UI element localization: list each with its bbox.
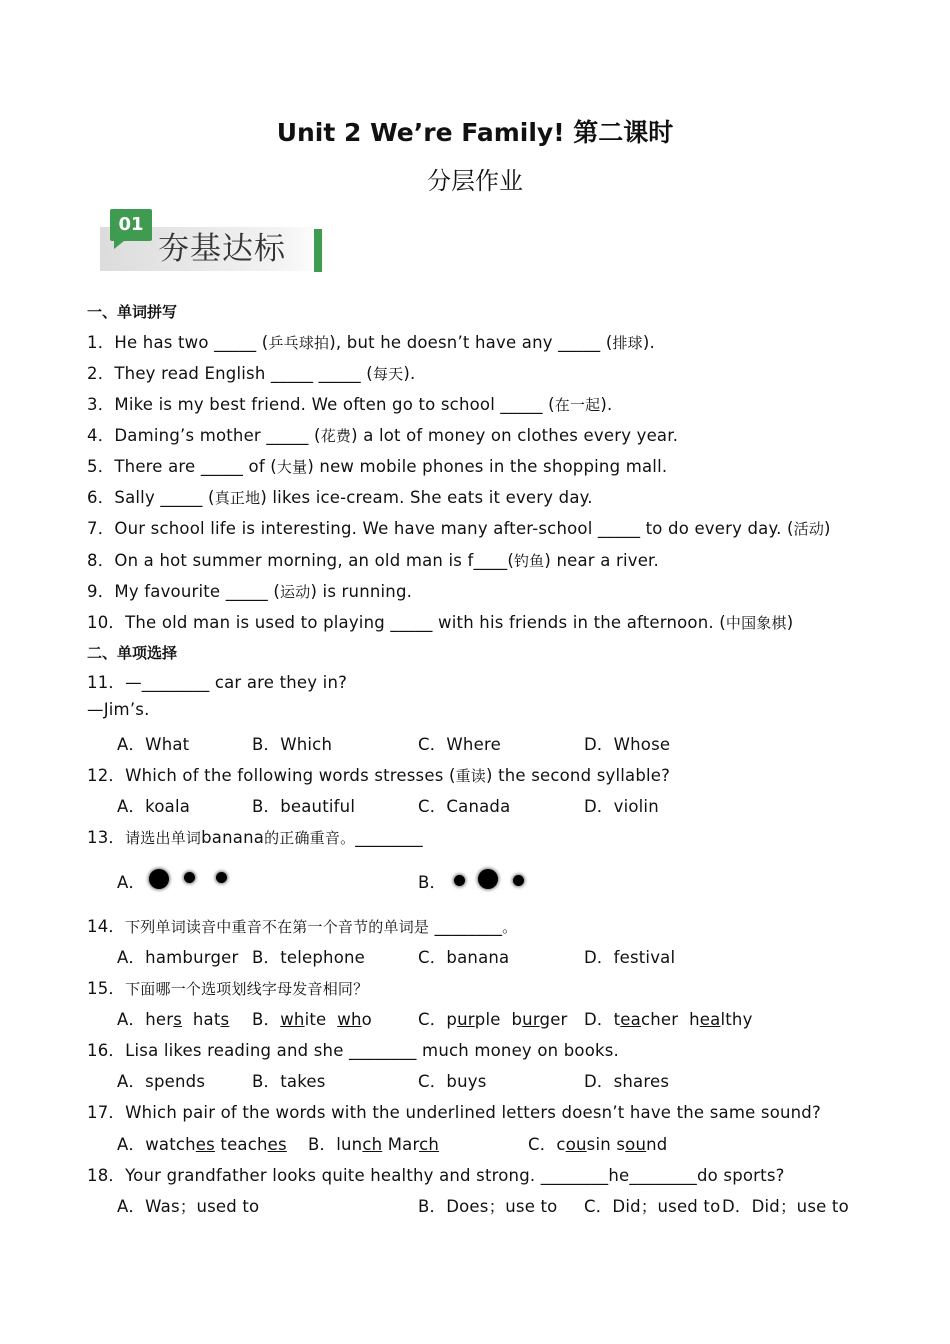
q11-option-a: A．What: [117, 735, 190, 754]
q18-option-d: D．Did；use to: [722, 1197, 849, 1216]
q14-option-d: D．festival: [584, 948, 676, 967]
q16-option-b: B．takes: [252, 1072, 326, 1091]
question-16: 16．Lisa likes reading and she ________ much money on books.: [87, 1041, 620, 1060]
question-14: 14．下列单词读音中重音不在第一个音节的单词是 ________。: [87, 917, 518, 936]
q16-option-d: D．shares: [584, 1072, 670, 1091]
question-8: 8．On a hot summer morning, an old man is f____(钓鱼) near a river.: [87, 551, 659, 570]
badge-label: 夯基达标: [158, 231, 286, 267]
q16-option-a: A．spends: [117, 1072, 206, 1091]
question-6: 6．Sally _____ (真正地) likes ice-cream. She eats it every day.: [87, 488, 593, 507]
question-11-reply: —Jim’s.: [87, 700, 150, 719]
stress-dot-small: [184, 872, 195, 883]
question-17: 17．Which pair of the words with the underlined letters doesn’t have the same sound?: [87, 1103, 821, 1122]
q12-option-b: B．beautiful: [252, 797, 356, 816]
stress-dot-small: [513, 875, 524, 886]
q13-option-b: B．: [418, 873, 447, 892]
question-9: 9．My favourite _____ (运动) is running.: [87, 582, 413, 601]
section-heading-spelling: 一、单词拼写: [87, 303, 178, 321]
q17-option-c: C．cousin sound: [528, 1135, 668, 1154]
question-2: 2．They read English _____ _____ (每天).: [87, 364, 416, 383]
worksheet-subtitle: 分层作业: [427, 167, 523, 195]
badge-number: 01: [110, 209, 152, 241]
q16-option-c: C．buys: [418, 1072, 487, 1091]
q15-option-a: A．hers hats: [117, 1010, 230, 1029]
q13-option-a: A．: [117, 873, 146, 892]
question-1: 1．He has two _____ (乒乓球拍), but he doesn’t have any _____ (排球).: [87, 333, 655, 352]
q11-option-d: D．Whose: [584, 735, 671, 754]
q11-option-b: B．Which: [252, 735, 333, 754]
q15-option-d: D．teacher healthy: [584, 1010, 753, 1029]
q12-option-c: C．Canada: [418, 797, 511, 816]
question-5: 5．There are _____ of (大量) new mobile phones in the shopping mall.: [87, 457, 668, 476]
worksheet-title: Unit 2 We’re Family! 第二课时: [276, 118, 674, 147]
section-badge: [100, 207, 325, 273]
q14-option-c: C．banana: [418, 948, 510, 967]
q15-option-c: C．purple burger: [418, 1010, 568, 1029]
question-10: 10．The old man is used to playing _____ with his friends in the afternoon. (中国象棋): [87, 613, 794, 632]
question-12: 12．Which of the following words stresses (重读) the second syllable?: [87, 766, 671, 785]
question-7: 7．Our school life is interesting. We have many after-school _____ to do every day. (活动): [87, 519, 831, 538]
q17-option-a: A．watches teaches: [117, 1135, 287, 1154]
badge-accent-bar: [314, 229, 322, 272]
q14-option-a: A．hamburger: [117, 948, 239, 967]
question-11: 11．—________ car are they in?: [87, 673, 348, 692]
q18-option-c: C．Did；used to: [584, 1197, 721, 1216]
stress-dot-small: [454, 875, 465, 886]
stress-dot-large: [478, 869, 498, 889]
stress-dot-small: [216, 872, 227, 883]
q14-option-b: B．telephone: [252, 948, 366, 967]
question-3: 3．Mike is my best friend. We often go to school _____ (在一起).: [87, 395, 613, 414]
question-4: 4．Daming’s mother _____ (花费) a lot of money on clothes every year.: [87, 426, 679, 445]
q12-option-d: D．violin: [584, 797, 659, 816]
q12-option-a: A．koala: [117, 797, 191, 816]
question-15: 15．下面哪一个选项划线字母发音相同？: [87, 979, 369, 998]
question-18: 18．Your grandfather looks quite healthy and strong. ________he________do sports?: [87, 1166, 785, 1185]
question-13: 13．请选出单词banana的正确重音。________: [87, 828, 423, 847]
q18-option-a: A．Was；used to: [117, 1197, 260, 1216]
section-heading-choice: 二、单项选择: [87, 644, 178, 662]
q17-option-b: B．lunch March: [308, 1135, 440, 1154]
q18-option-b: B．Does；use to: [418, 1197, 558, 1216]
q11-option-c: C．Where: [418, 735, 501, 754]
q15-option-b: B．white who: [252, 1010, 372, 1029]
stress-dot-large: [149, 869, 169, 889]
badge-tail-icon: [114, 241, 124, 249]
